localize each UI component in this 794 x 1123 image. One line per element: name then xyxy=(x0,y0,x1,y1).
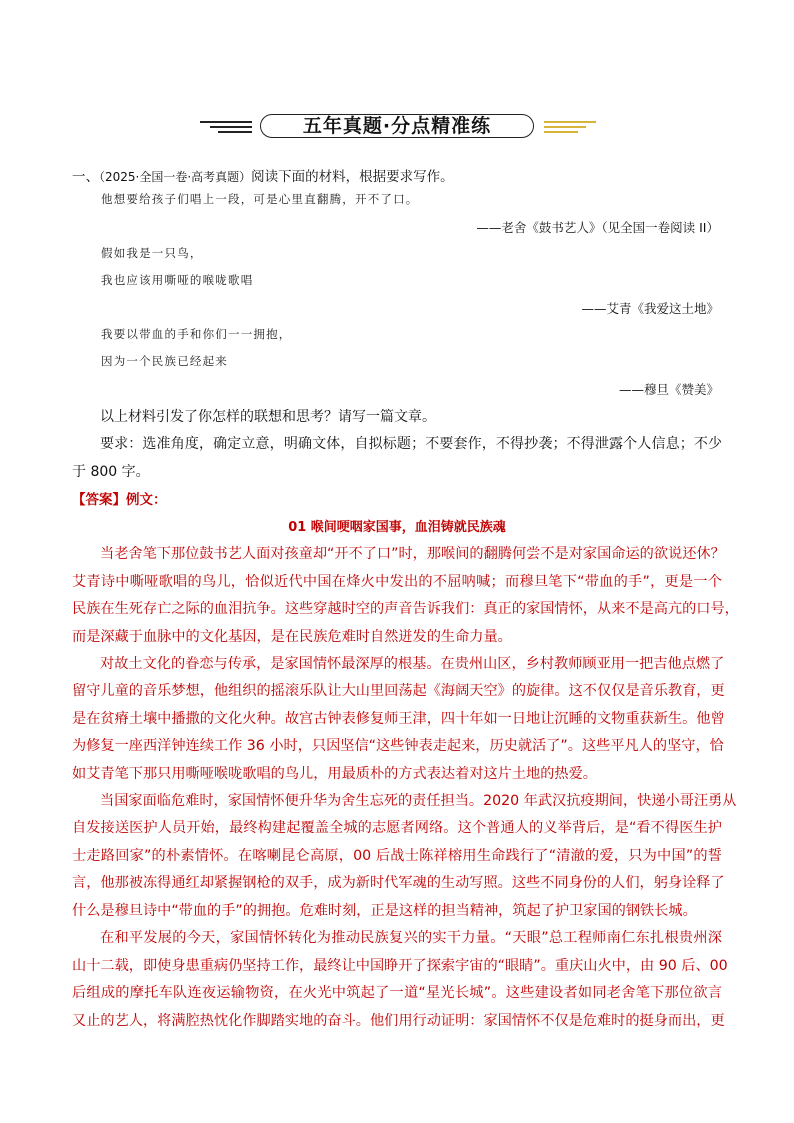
banner-decoration-line xyxy=(544,121,596,123)
essay-line: 后组成的摩托车队连夜运输物资，在火光中筑起了一道“星光长城”。这些建设者如同老舍笔下那位欲言 xyxy=(72,985,722,1001)
writing-requirement-cont: 于 800 字。 xyxy=(72,464,150,480)
essay-line: 为修复一座西洋钟连续工作 36 小时，只因坚信“这些钟表走起来，历史就活了”。这些平凡人的坚守，恰 xyxy=(72,738,724,754)
essay-line: 自发接送医护人员开始，最终构建起覆盖全城的志愿者网络。这个普通人的义举背后，是“看不得医生护 xyxy=(72,820,722,836)
material-line: 我也应该用嘶哑的喉咙歌唱 xyxy=(101,273,254,287)
banner-decoration-line xyxy=(544,126,586,128)
essay-line: 民族在生死存亡之际的血泪抗争。这些穿越时空的声音告诉我们：真正的家国情怀，从来不是高亢的口号， xyxy=(72,601,739,617)
question-heading xyxy=(72,165,454,185)
question-source: （2025·全国一卷·高考真题） xyxy=(99,170,252,184)
section-banner xyxy=(196,112,600,144)
essay-line: 当国家面临危难时，家国情怀便升华为舍生忘死的责任担当。2020 年武汉抗疫期间，快递小哥汪勇从 xyxy=(100,793,737,809)
banner-decoration-line xyxy=(210,126,252,128)
banner-decoration-line xyxy=(200,121,252,123)
essay-line: 山十二载，即使身患重病仍坚持工作，最终让中国睁开了探索宇宙的“眼睛”。重庆山火中，由 90 后、00 xyxy=(72,958,728,974)
writing-requirement: 要求：选准角度，确定立意，明确文体，自拟标题；不要套作，不得抄袭；不得泄露个人信息；不少 xyxy=(100,436,722,452)
material-line: 他想要给孩子们唱上一段，可是心里直翻腾，开不了口。 xyxy=(101,192,419,206)
essay-line: 又止的艺人，将满腔热忱化作脚踏实地的奋斗。他们用行动证明：家国情怀不仅是危难时的挺身而出，更 xyxy=(72,1013,725,1029)
banner-decoration-line xyxy=(544,131,578,133)
essay-line: 什么是穆旦诗中“带血的手”的拥抱。危难时刻，正是这样的担当精神，筑起了护卫家国的钢铁长城。 xyxy=(72,903,697,919)
answer-label: 【答案】例文： xyxy=(72,492,167,508)
essay-line: 当老舍笔下那位鼓书艺人面对孩童却“开不了口”时，那喉间的翻腾何尝不是对家国命运的欲说还休？ xyxy=(100,546,725,562)
question-number: 一、 xyxy=(72,169,99,185)
essay-line: 是在贫瘠土壤中播撒的文化火种。故宫古钟表修复师王津，四十年如一日地让沉睡的文物重获新生。他曾 xyxy=(72,711,725,727)
essay-line: 艾青诗中嘶哑歌唱的鸟儿，恰似近代中国在烽火中发出的不屈呐喊；而穆旦笔下“带血的手”，更是一个 xyxy=(72,574,722,590)
material-attribution: ——艾青《我爱这土地》 xyxy=(581,301,719,316)
essay-line: 士走路回家”的朴素情怀。在喀喇昆仑高原，00 后战士陈祥榕用生命践行了“清澈的爱，只为中国”的誓 xyxy=(72,848,722,864)
essay-line: 在和平发展的今天，家国情怀转化为推动民族复兴的实干力量。“天眼”总工程师南仁东扎根贵州深 xyxy=(100,930,722,946)
banner-decoration-line xyxy=(218,131,252,133)
banner-title: 五年真题·分点精准练 xyxy=(260,114,534,138)
material-attribution: ——老舍《鼓书艺人》（见全国一卷阅读 II） xyxy=(476,220,719,235)
essay-line: 言，他那被冻得通红却紧握钢枪的双手，成为新时代军魂的生动写照。这些不同身份的人们，躬身诠释了 xyxy=(72,875,725,891)
material-line: 因为一个民族已经起来 xyxy=(101,354,228,368)
essay-line: 留守儿童的音乐梦想，他组织的摇滚乐队让大山里回荡起《海阔天空》的旋律。这不仅仅是音乐教育，更 xyxy=(72,683,725,699)
question-instruction: 阅读下面的材料，根据要求写作。 xyxy=(251,169,454,185)
material-attribution: ——穆旦《赞美》 xyxy=(618,382,719,397)
essay-line: 如艾青笔下那只用嘶哑喉咙歌唱的鸟儿，用最质朴的方式表达着对这片土地的热爱。 xyxy=(72,766,597,782)
essay-title: 01 喉间哽咽家国事，血泪铸就民族魂 xyxy=(288,520,506,535)
essay-line: 对故土文化的眷恋与传承，是家国情怀最深厚的根基。在贵州山区，乡村教师顾亚用一把吉他点燃了 xyxy=(100,656,725,672)
material-line: 假如我是一只鸟， xyxy=(101,246,203,260)
essay-line: 而是深藏于血脉中的文化基因，是在民族危难时自然迸发的生命力量。 xyxy=(72,629,512,645)
material-line: 我要以带血的手和你们一一拥抱， xyxy=(101,327,292,341)
writing-prompt: 以上材料引发了你怎样的联想和思考？请写一篇文章。 xyxy=(100,409,436,425)
